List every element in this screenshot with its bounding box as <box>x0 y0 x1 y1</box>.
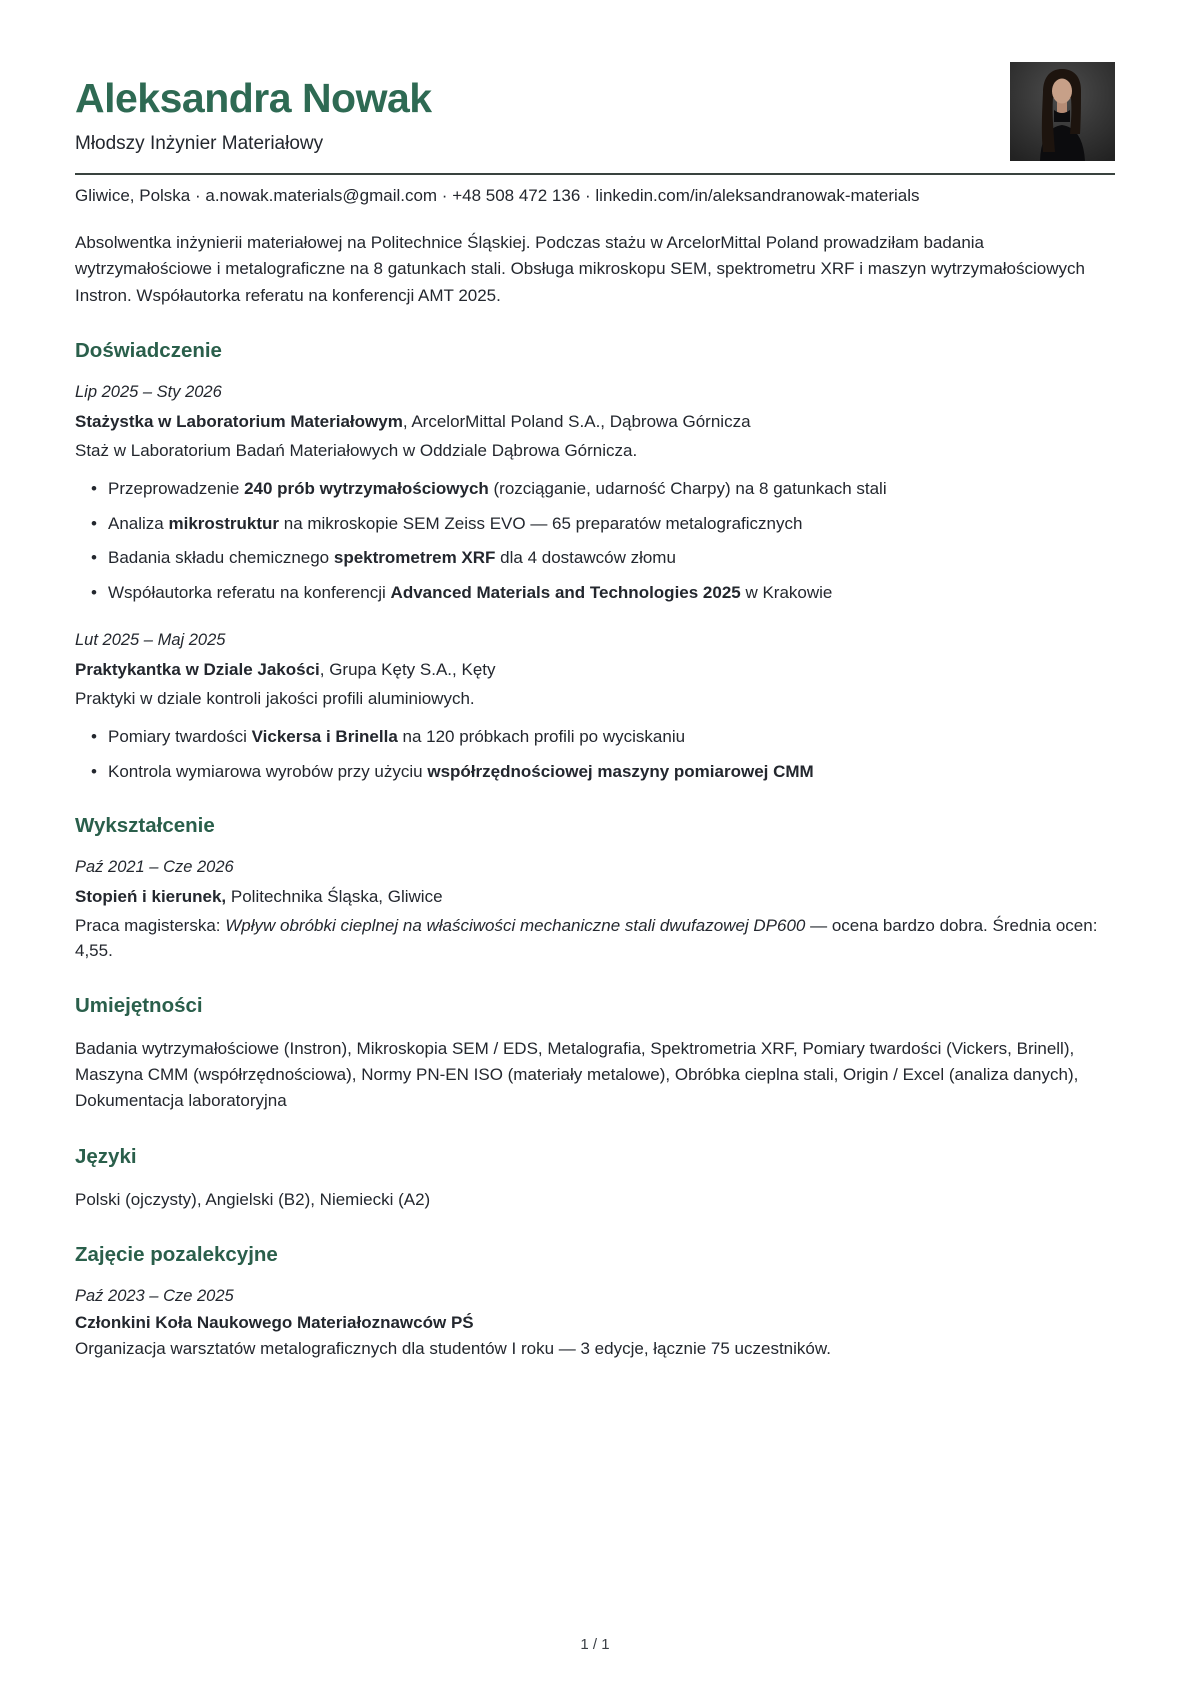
section-heading-languages: Języki <box>75 1144 137 1168</box>
bullet-item: • Analiza mikrostruktur na mikroskopie SEM Zeiss EVO — 65 preparatów metalograficznych <box>75 511 1115 537</box>
skills-paragraph: Badania wytrzymałościowe (Instron), Mikroskopia SEM / EDS, Metalografia, Spektrometria XRF, Pomiary twardości (Vickers, Brinell), Maszyna CMM (współrzędnościowa), Normy PN-EN ISO (materiały metalowe), Obróbka cieplna stali, Origin / Excel (analiza danych), Dokumentacja laboratoryjna <box>75 1038 1079 1111</box>
languages-paragraph: Polski (ojczysty), Angielski (B2), Niemiecki (A2) <box>75 1189 431 1209</box>
experience-entry <box>75 631 1115 784</box>
bullet-item: • Współautorka referatu na konferencji Advanced Materials and Technologies 2025 w Krakowie <box>75 580 1115 606</box>
summary-paragraph: Absolwentka inżynierii materiałowej na Politechnice Śląskiej. Podczas stażu w ArcelorMittal Poland prowadziłam badania wytrzymałościowe i metalograficzne na 8 gatunkach stali. Obsługa mikroskopu SEM, spektrometru XRF i maszyn wytrzymałościowych Instron. Współautorka referatu na konferencji AMT 2025. <box>75 233 1085 305</box>
profile-photo <box>1010 62 1115 161</box>
entry-title: Praktykantka w Dziale Jakości, Grupa Kęty S.A., Kęty <box>75 660 496 680</box>
bullet-item: • Badania składu chemicznego spektrometrem XRF dla 4 dostawców złomu <box>75 545 1115 571</box>
header-identity <box>75 62 432 155</box>
entry-dates: Lip 2025 – Sty 2026 <box>75 383 222 402</box>
section-heading-skills: Umiejętności <box>75 993 203 1017</box>
bullet-item: • Przeprowadzenie 240 prób wytrzymałościowych (rozciąganie, udarność Charpy) na 8 gatunkach stali <box>75 476 1115 502</box>
entry-bullet-list <box>75 724 1115 784</box>
activities-description: Organizacja warsztatów metalograficznych dla studentów I roku — 3 edycje, łącznie 75 uczestników. <box>75 1338 831 1358</box>
education-thesis: Praca magisterska: Wpływ obróbki cieplnej na właściwości mechaniczne stali dwufazowej DP600 — ocena bardzo dobra. Średnia ocen: 4,55. <box>75 915 1098 961</box>
entry-title: Stażystka w Laboratorium Materiałowym, ArcelorMittal Poland S.A., Dąbrowa Górnicza <box>75 412 751 432</box>
page-number: 1 / 1 <box>580 1636 610 1653</box>
education-degree: Stopień i kierunek, Politechnika Śląska, Gliwice <box>75 887 443 907</box>
section-heading-activities: Zajęcie pozalekcyjne <box>75 1242 278 1266</box>
bullet-item: • Pomiary twardości Vickersa i Brinella na 120 próbkach profili po wyciskaniu <box>75 724 1115 750</box>
activities-title: Członkini Koła Naukowego Materiałoznawców PŚ <box>75 1312 474 1332</box>
entry-description: Praktyki w dziale kontroli jakości profili aluminiowych. <box>75 688 475 708</box>
header-divider <box>75 173 1115 175</box>
section-heading-experience: Doświadczenie <box>75 339 222 363</box>
bullet-item: • Kontrola wymiarowa wyrobów przy użyciu współrzędnościowej maszyny pomiarowej CMM <box>75 759 1115 785</box>
photo-face <box>1052 79 1072 104</box>
header <box>75 0 1115 161</box>
activities-dates: Paź 2023 – Cze 2025 <box>75 1286 234 1305</box>
entry-bullet-list <box>75 476 1115 605</box>
experience-entry <box>75 383 1115 605</box>
contact-line: Gliwice, Polska · a.nowak.materials@gmail.com · +48 508 472 136 · linkedin.com/in/aleksandranowak-materials <box>75 186 920 205</box>
section-heading-education: Wykształcenie <box>75 814 215 838</box>
education-dates: Paź 2021 – Cze 2026 <box>75 858 234 877</box>
person-job-title: Młodszy Inżynier Materiałowy <box>75 133 324 154</box>
entry-description: Staż w Laboratorium Badań Materiałowych w Oddziale Dąbrowa Górnicza. <box>75 440 638 460</box>
person-name: Aleksandra Nowak <box>75 75 432 121</box>
entry-dates: Lut 2025 – Maj 2025 <box>75 631 226 650</box>
